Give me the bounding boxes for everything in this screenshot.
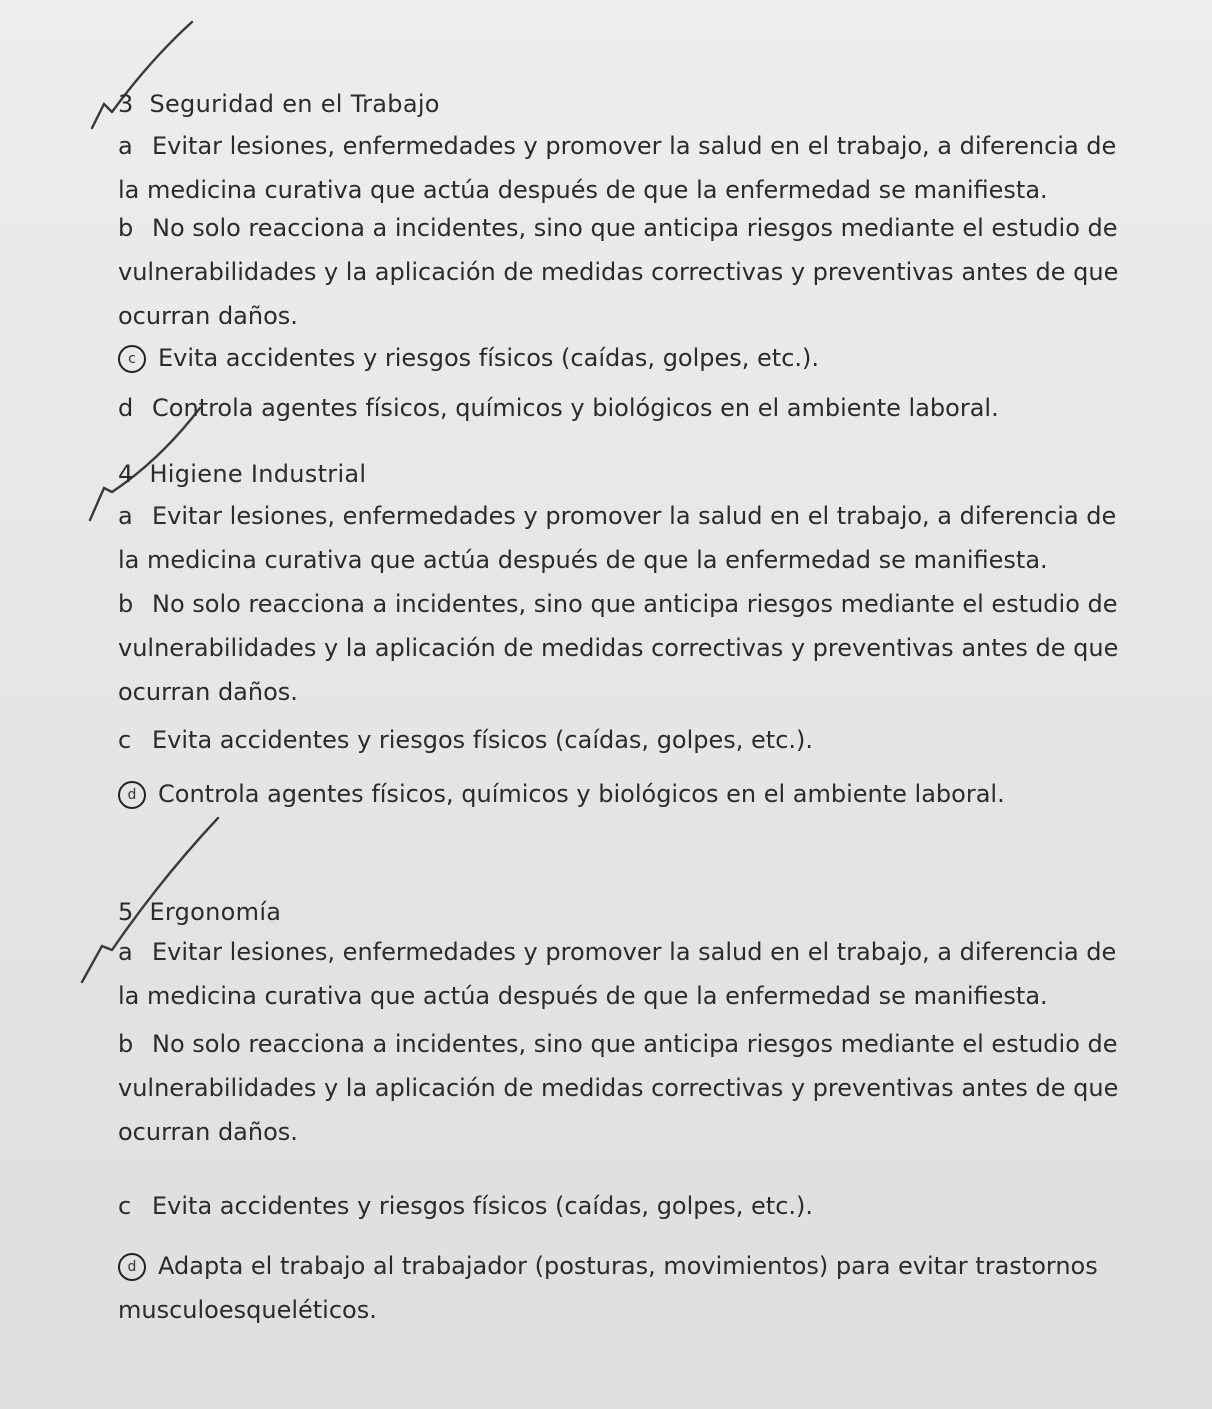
option-letter: a bbox=[118, 132, 133, 160]
question-3-title bbox=[118, 90, 440, 118]
q4-option-d[interactable] bbox=[118, 772, 1005, 816]
q4-option-b[interactable] bbox=[118, 582, 1118, 714]
option-line: Evitar lesiones, enfermedades y promover la salud en el trabajo, a diferencia de bbox=[152, 502, 1117, 530]
option-line: la medicina curativa que actúa después de que la enfermedad se manifiesta. bbox=[118, 176, 1048, 204]
option-line: No solo reacciona a incidentes, sino que anticipa riesgos mediante el estudio de bbox=[152, 1030, 1118, 1058]
option-line: vulnerabilidades y la aplicación de medidas correctivas y preventivas antes de que bbox=[118, 1074, 1119, 1102]
question-title: Ergonomía bbox=[149, 898, 282, 926]
option-letter: b bbox=[118, 1030, 134, 1058]
question-title: Seguridad en el Trabajo bbox=[149, 90, 440, 118]
q3-option-a[interactable] bbox=[118, 124, 1116, 212]
option-line: Evitar lesiones, enfermedades y promover la salud en el trabajo, a diferencia de bbox=[152, 938, 1117, 966]
option-line: Evita accidentes y riesgos físicos (caídas, golpes, etc.). bbox=[152, 1192, 814, 1220]
selected-answer-circle: c bbox=[118, 345, 146, 373]
q5-option-b[interactable] bbox=[118, 1022, 1118, 1154]
option-line: Adapta el trabajo al trabajador (posturas, movimientos) para evitar trastornos bbox=[158, 1252, 1098, 1280]
option-line: Controla agentes físicos, químicos y biológicos en el ambiente laboral. bbox=[158, 780, 1005, 808]
question-5-title bbox=[118, 898, 281, 926]
q4-option-c[interactable] bbox=[118, 718, 813, 762]
option-letter: d bbox=[118, 394, 134, 422]
question-4-title bbox=[118, 460, 366, 488]
option-line: No solo reacciona a incidentes, sino que anticipa riesgos mediante el estudio de bbox=[152, 214, 1118, 242]
question-number: 4 bbox=[118, 460, 134, 488]
q5-option-c[interactable] bbox=[118, 1184, 813, 1228]
option-line: Evita accidentes y riesgos físicos (caídas, golpes, etc.). bbox=[152, 726, 814, 754]
option-line: ocurran daños. bbox=[118, 1118, 298, 1146]
option-letter: c bbox=[118, 726, 132, 754]
option-line: musculoesqueléticos. bbox=[118, 1296, 377, 1324]
option-letter: b bbox=[118, 214, 134, 242]
question-number: 3 bbox=[118, 90, 134, 118]
question-number: 5 bbox=[118, 898, 134, 926]
q3-option-d[interactable] bbox=[118, 386, 999, 430]
q5-option-a[interactable] bbox=[118, 930, 1116, 1018]
option-letter: a bbox=[118, 938, 133, 966]
question-title: Higiene Industrial bbox=[149, 460, 367, 488]
selected-answer-circle: d bbox=[118, 1253, 146, 1281]
selected-answer-circle: d bbox=[118, 781, 146, 809]
option-line: la medicina curativa que actúa después de que la enfermedad se manifiesta. bbox=[118, 982, 1048, 1010]
option-letter: a bbox=[118, 502, 133, 530]
option-line: Evitar lesiones, enfermedades y promover la salud en el trabajo, a diferencia de bbox=[152, 132, 1117, 160]
option-line: Evita accidentes y riesgos físicos (caídas, golpes, etc.). bbox=[158, 344, 820, 372]
option-line: Controla agentes físicos, químicos y biológicos en el ambiente laboral. bbox=[152, 394, 999, 422]
q3-option-c[interactable] bbox=[118, 336, 819, 380]
option-line: No solo reacciona a incidentes, sino que anticipa riesgos mediante el estudio de bbox=[152, 590, 1118, 618]
option-line: vulnerabilidades y la aplicación de medidas correctivas y preventivas antes de que bbox=[118, 634, 1119, 662]
q4-option-a[interactable] bbox=[118, 494, 1116, 582]
option-line: ocurran daños. bbox=[118, 678, 298, 706]
option-letter: b bbox=[118, 590, 134, 618]
q5-option-d[interactable] bbox=[118, 1244, 1098, 1332]
q3-option-b[interactable] bbox=[118, 206, 1118, 338]
option-line: vulnerabilidades y la aplicación de medidas correctivas y preventivas antes de que bbox=[118, 258, 1119, 286]
option-line: la medicina curativa que actúa después de que la enfermedad se manifiesta. bbox=[118, 546, 1048, 574]
option-line: ocurran daños. bbox=[118, 302, 298, 330]
option-letter: c bbox=[118, 1192, 132, 1220]
